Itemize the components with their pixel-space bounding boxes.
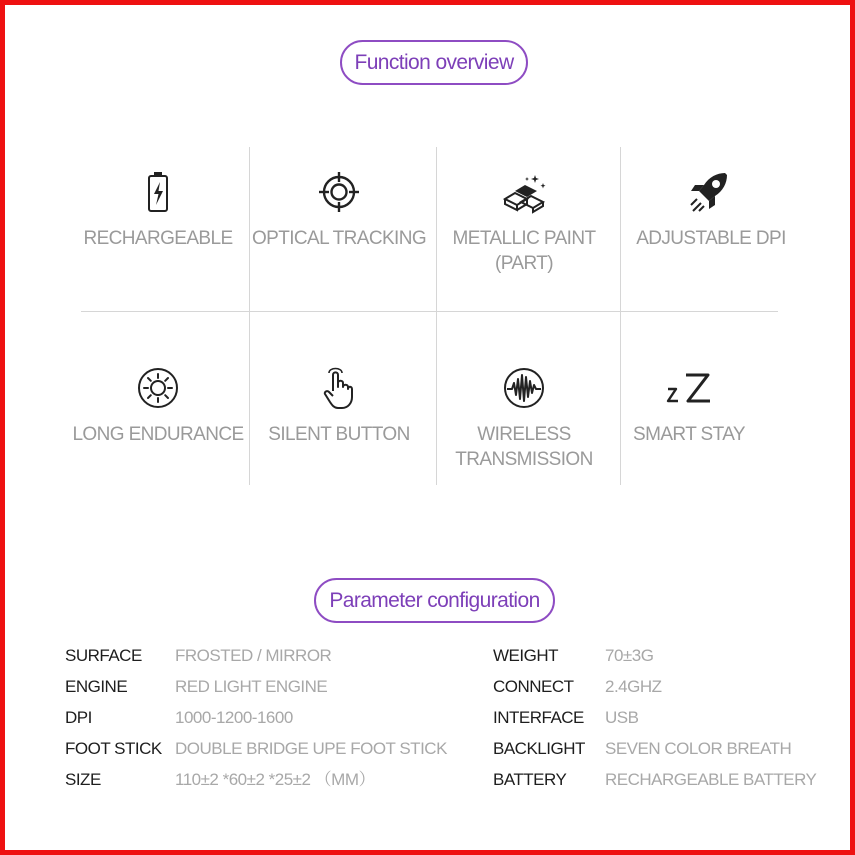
feature-wireless-transmission (429, 364, 619, 472)
param-row (493, 671, 833, 702)
param-key: INTERFACE (493, 708, 584, 727)
param-key: SURFACE (65, 646, 142, 665)
feature-label: LONG ENDURANCE (72, 424, 244, 445)
param-row (493, 733, 833, 764)
param-key: BATTERY (493, 770, 567, 789)
param-row (493, 640, 833, 671)
param-value: FROSTED / MIRROR (175, 646, 332, 665)
param-key: WEIGHT (493, 646, 558, 665)
param-key: SIZE (65, 770, 101, 789)
rocket-icon (616, 168, 806, 216)
param-key: CONNECT (493, 677, 574, 696)
gold-bars-icon (429, 168, 619, 216)
battery-icon (63, 168, 253, 216)
param-value: DOUBLE BRIDGE UPE FOOT STICK (175, 739, 447, 758)
param-value: 1000-1200-1600 (175, 708, 293, 727)
params-right-list (493, 640, 833, 795)
param-row (493, 764, 833, 795)
waveform-icon (429, 364, 619, 412)
grid-divider (81, 311, 778, 312)
crosshair-icon (244, 168, 434, 216)
param-value: RED LIGHT ENGINE (175, 677, 328, 696)
function-overview-heading: Function overview (340, 40, 528, 85)
param-key: ENGINE (65, 677, 128, 696)
param-value: 70±3G (605, 646, 654, 665)
feature-label: ADJUSTABLE DPI (636, 228, 786, 249)
param-value: SEVEN COLOR BREATH (605, 739, 792, 758)
param-row (65, 671, 465, 702)
feature-label: WIRELESS TRANSMISSION (455, 424, 593, 470)
param-key: FOOT STICK (65, 739, 162, 758)
param-value: 110±2 *60±2 *25±2 （MM） (175, 770, 375, 789)
feature-long-endurance (63, 364, 253, 447)
param-value: 2.4GHZ (605, 677, 662, 696)
feature-optical-tracking (244, 168, 434, 251)
param-key: DPI (65, 708, 92, 727)
feature-label: SMART STAY (633, 424, 745, 445)
feature-label: RECHARGEABLE (83, 228, 233, 249)
feature-smart-stay (594, 364, 784, 447)
feature-silent-button (244, 364, 434, 447)
param-value: USB (605, 708, 639, 727)
param-row (65, 733, 465, 764)
feature-label: OPTICAL TRACKING (251, 228, 427, 249)
param-row (65, 764, 465, 795)
feature-adjustable-dpi (616, 168, 806, 251)
feature-label: SILENT BUTTON (268, 424, 410, 445)
sleep-zz-icon (594, 364, 784, 412)
param-row (65, 640, 465, 671)
feature-metallic-paint (429, 168, 619, 276)
hand-pointer-icon (244, 364, 434, 412)
param-value: RECHARGEABLE BATTERY (605, 770, 817, 789)
param-row (65, 702, 465, 733)
param-row (493, 702, 833, 733)
sun-icon (63, 364, 253, 412)
feature-rechargeable (63, 168, 253, 251)
parameter-configuration-heading: Parameter configuration (314, 578, 555, 623)
param-key: BACKLIGHT (493, 739, 585, 758)
params-left-list (65, 640, 465, 795)
feature-label: METALLIC PAINT (PART) (452, 228, 596, 274)
